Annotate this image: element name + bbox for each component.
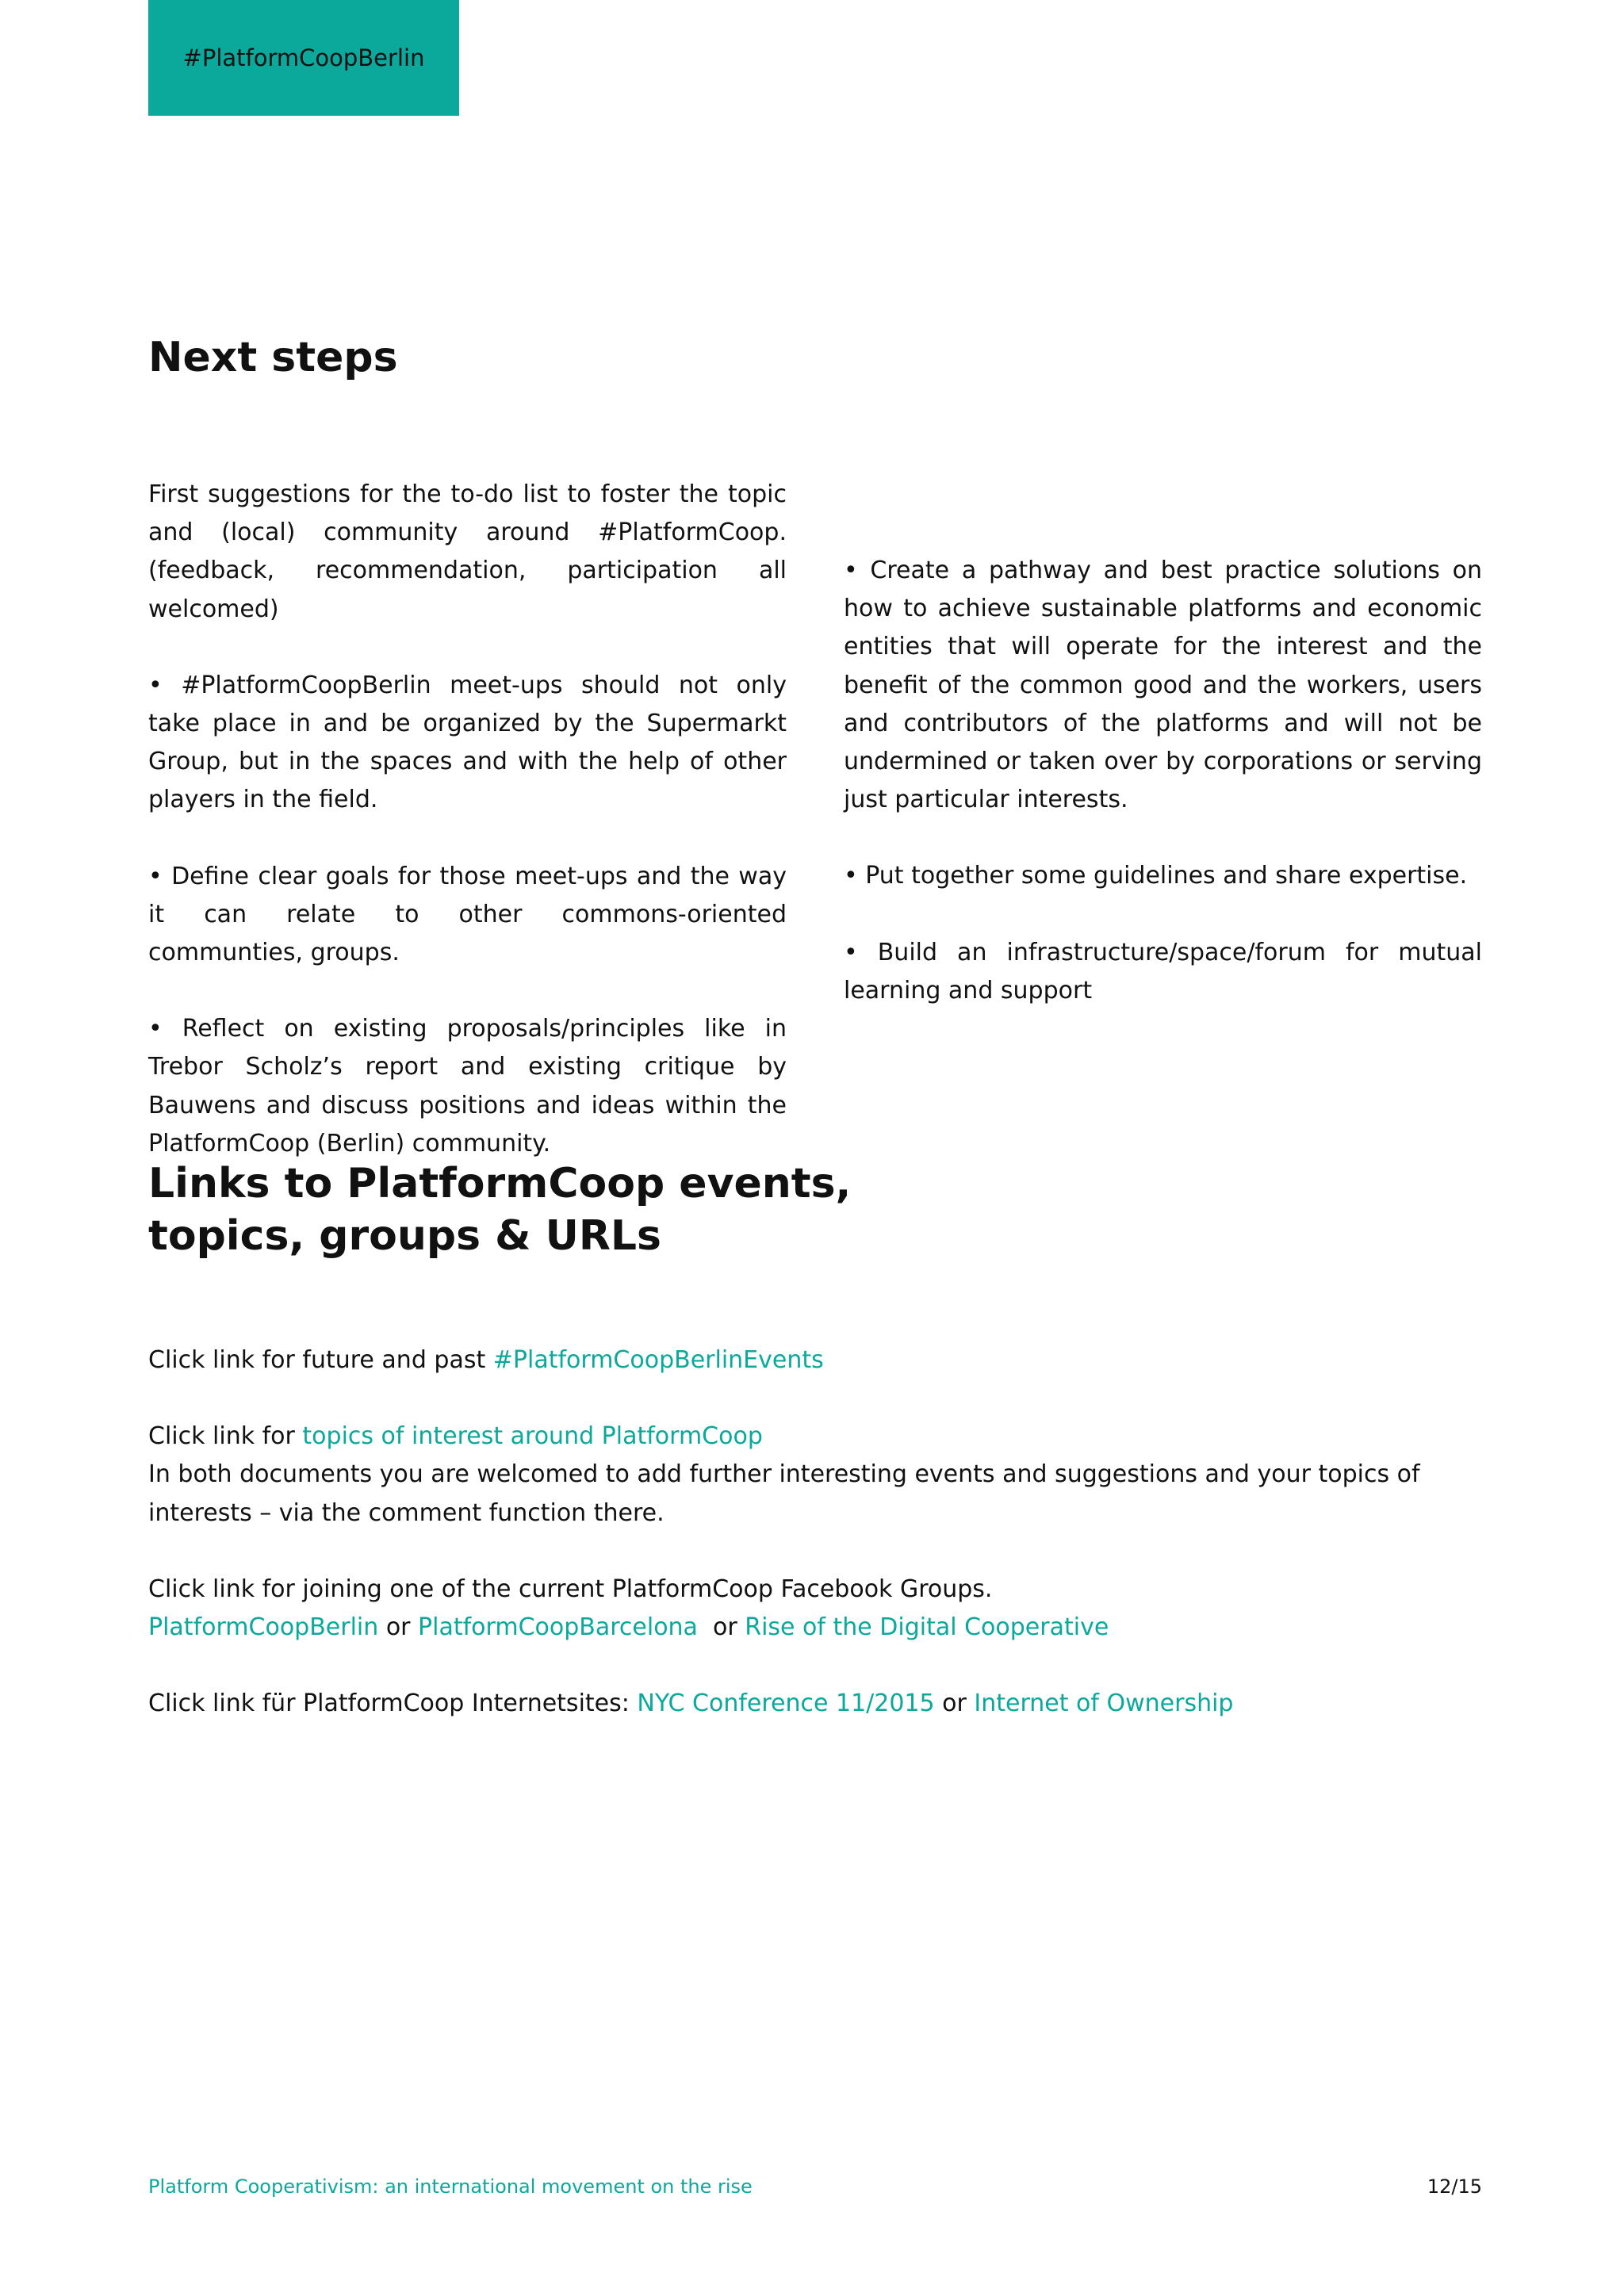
or-separator: or <box>378 1613 419 1642</box>
links-title-line2: topics, groups & URLs <box>148 1212 661 1260</box>
or-separator: or <box>934 1689 975 1718</box>
links-title-line1: Links to PlatformCoop events, <box>148 1160 852 1207</box>
topics-link[interactable]: topics of interest around PlatformCoop <box>302 1422 763 1451</box>
site-link-nyc[interactable]: NYC Conference 11/2015 <box>637 1689 935 1718</box>
group-link-berlin[interactable]: PlatformCoopBerlin <box>148 1613 379 1642</box>
groups-intro: Click link for joining one of the current PlatformCoop Facebook Groups. <box>148 1575 993 1603</box>
sites-prefix: Click link für PlatformCoop Internetsites: <box>148 1689 638 1718</box>
bullet-reflect: • Reflect on existing proposals/principles like in Trebor Scholz’s report and existing critique by Bauwens and discuss positions and ideas within the PlatformCoop (Berlin) community. <box>148 1015 787 1158</box>
bullet-pathway: • Create a pathway and best practice solutions on how to achieve sustainable platforms and economic entities that will operate for the interest and the benefit of the common good and the workers, users and contributors of the platforms and will not be undermined or taken over by corporations or serving just particular interests. <box>844 557 1482 814</box>
page-number: 12/15 <box>1427 2175 1482 2198</box>
links-title <box>148 1158 862 1262</box>
next-steps-title: Next steps <box>148 334 398 381</box>
footer-title: Platform Cooperativism: an international movement on the rise <box>148 2175 753 2198</box>
bullet-goals: • Define clear goals for those meet-ups and the way it can relate to other commons-oriented communties, groups. <box>148 862 787 967</box>
bullet-guidelines: • Put together some guidelines and share expertise. <box>844 862 1468 890</box>
topics-note: In both documents you are welcomed to add further interesting events and suggestions and your topics of interests – via the comment function there. <box>148 1460 1420 1527</box>
sites-line <box>148 1685 1488 1723</box>
next-steps-right-column <box>844 552 1482 1010</box>
topics-prefix: Click link for <box>148 1422 303 1451</box>
topics-block <box>148 1418 1488 1533</box>
events-prefix: Click link for future and past <box>148 1346 493 1374</box>
group-link-barcelona[interactable]: PlatformCoopBarcelona <box>418 1613 698 1642</box>
events-line <box>148 1341 1488 1380</box>
events-link[interactable]: #PlatformCoopBerlinEvents <box>492 1346 824 1374</box>
next-steps-left-column <box>148 476 787 1163</box>
header-tag: #PlatformCoopBerlin <box>148 0 459 116</box>
group-link-digital-cooperative[interactable]: Rise of the Digital Cooperative <box>745 1613 1109 1642</box>
groups-block <box>148 1571 1488 1647</box>
site-link-ownership[interactable]: Internet of Ownership <box>974 1689 1234 1718</box>
bullet-infrastructure: • Build an infrastructure/space/forum for mutual learning and support <box>844 938 1482 1004</box>
or-separator: or <box>697 1613 745 1642</box>
bullet-meetups: • #PlatformCoopBerlin meet-ups should not only take place in and be organized by the Supermarkt Group, but in the spaces and with the help of other players in the field. <box>148 671 787 814</box>
intro-paragraph: First suggestions for the to-do list to foster the topic and (local) community around #PlatformCoop. (feedback, recommendation, participation all welcomed) <box>148 480 787 623</box>
links-body <box>148 1341 1488 1761</box>
